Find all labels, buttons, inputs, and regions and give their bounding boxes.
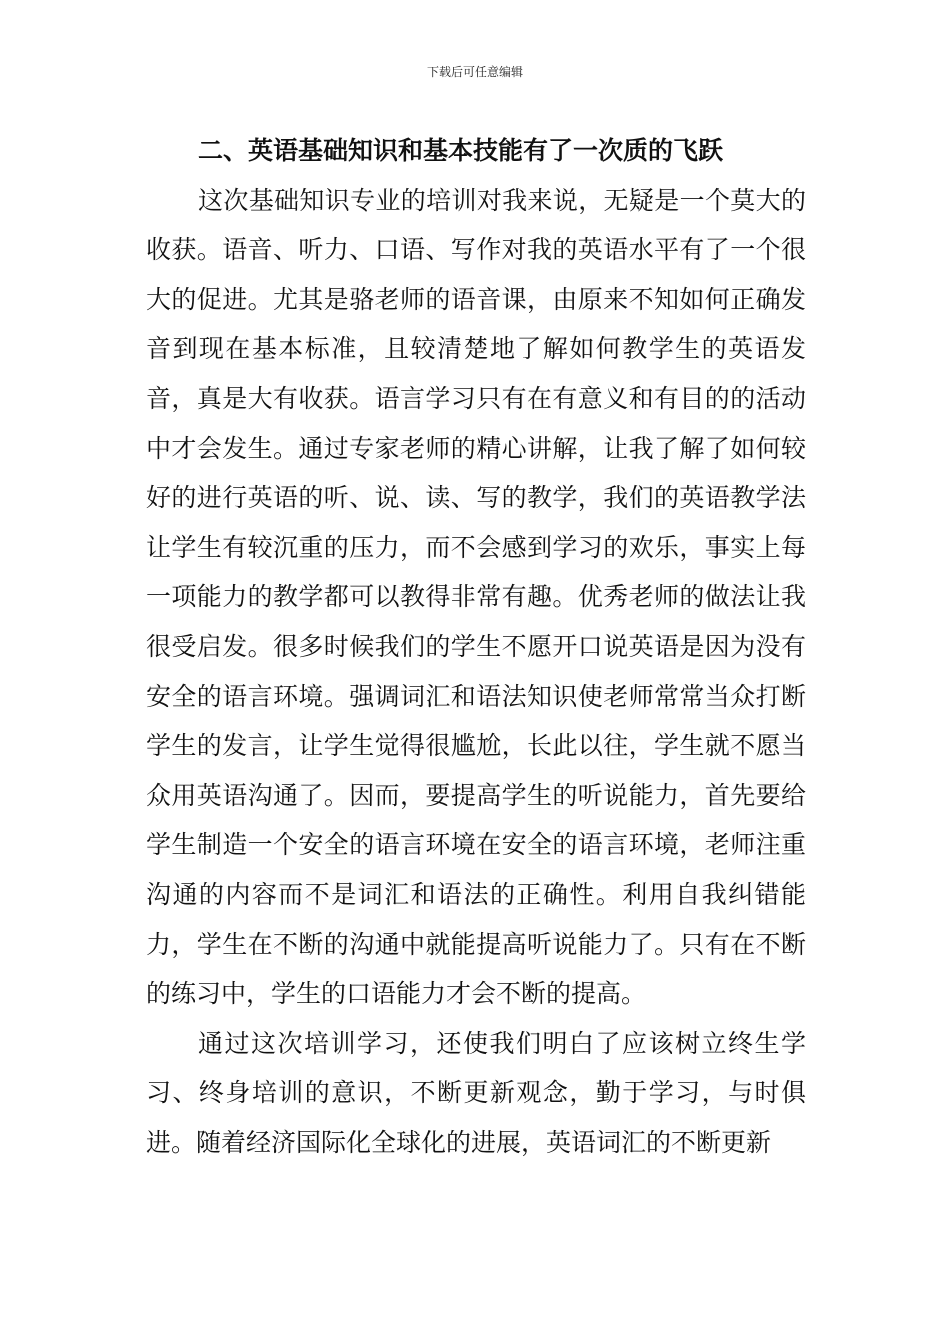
page-header-note: 下载后可任意编辑 <box>426 65 523 79</box>
paragraph-2: 通过这次培训学习，还使我们明白了应该树立终生学习、终身培训的意识，不断更新观念，勤于学习，与时俱进。随着经济国际化全球化的进展，英语词汇的不断更新 <box>146 1028 806 1157</box>
document-body <box>146 126 806 1167</box>
section-heading: 二、英语基础知识和基本技能有了一次质的飞跃 <box>198 136 724 165</box>
paragraph-1: 这次基础知识专业的培训对我来说，无疑是一个莫大的收获。语音、听力、口语、写作对我的英语水平有了一个很大的促进。尤其是骆老师的语音课，由原来不知如何正确发音到现在基本标准，且较清楚地了解如何教学生的英语发音，真是大有收获。语言学习只有在有意义和有目的的活动中才会发生。通过专家老师的精心讲解，让我了解了如何较好的进行英语的听、说、读、写的教学，我们的英语教学法让学生有较沉重的压力，而不会感到学习的欢乐，事实上每一项能力的教学都可以教得非常有趣。优秀老师的做法让我很受启发。很多时候我们的学生不愿开口说英语是因为没有安全的语言环境。强调词汇和语法知识使老师常常当众打断学生的发言，让学生觉得很尴尬，长此以往，学生就不愿当众用英语沟通了。因而，要提高学生的听说能力，首先要给学生制造一个安全的语言环境在安全的语言环境，老师注重沟通的内容而不是词汇和语法的正确性。利用自我纠错能力，学生在不断的沟通中就能提高听说能力了。只有在不断的练习中，学生的口语能力才会不断的提高。 <box>146 185 806 1009</box>
